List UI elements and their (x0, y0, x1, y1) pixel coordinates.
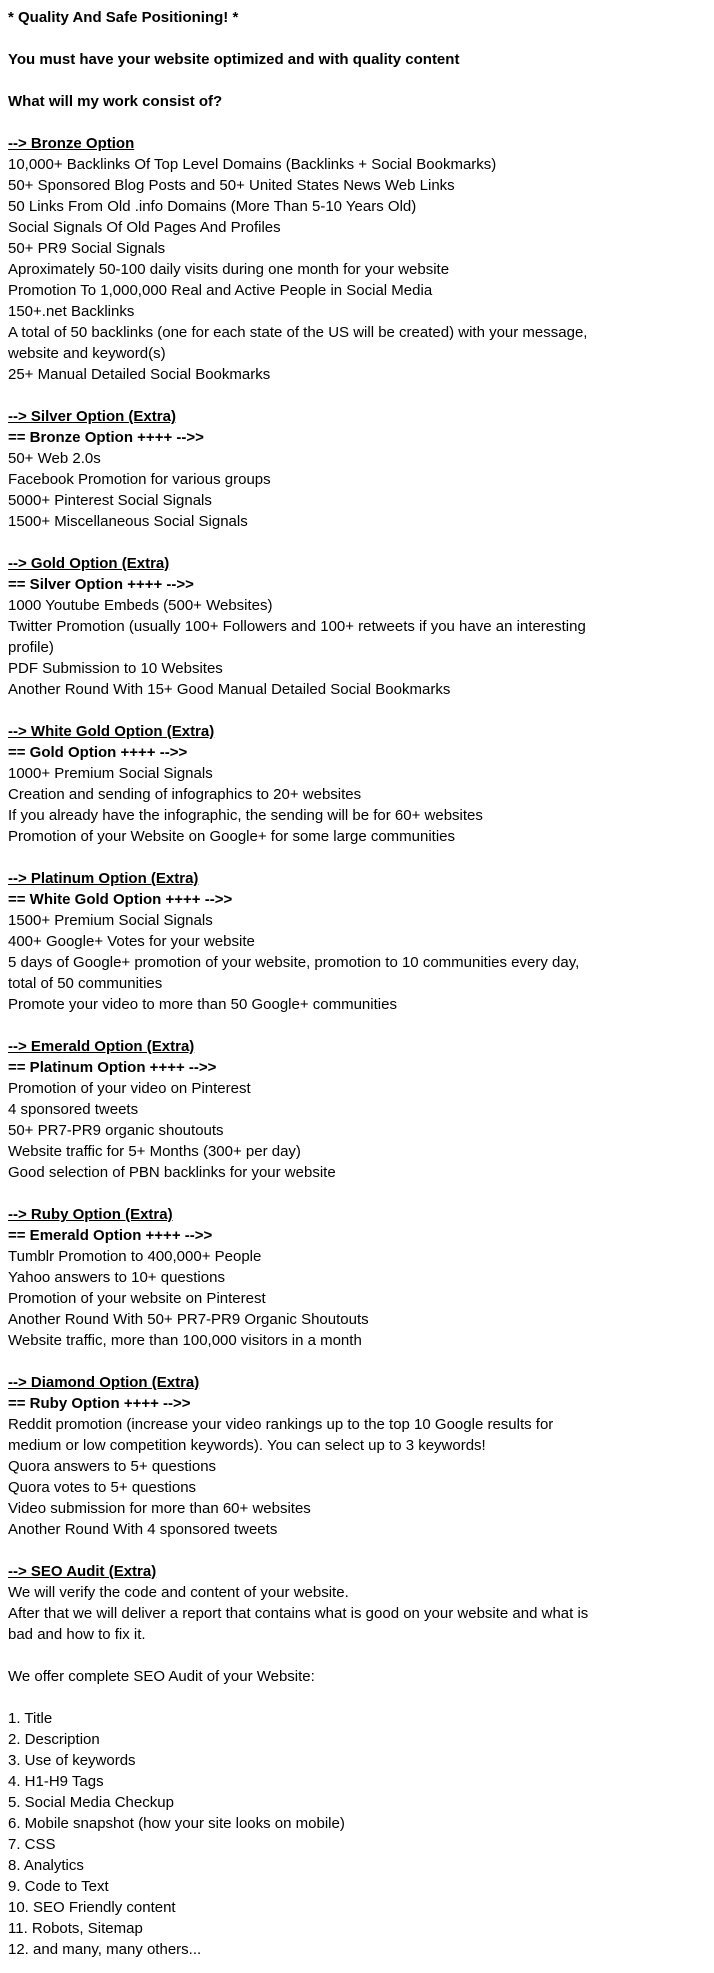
package-base-line: == Ruby Option ++++ -->> (8, 1395, 191, 1412)
intro-line: * Quality And Safe Positioning! * (8, 9, 239, 26)
seo-audit-description-line: bad and how to fix it. (8, 1626, 146, 1643)
intro-section (8, 7, 706, 112)
package-feature-line: 25+ Manual Detailed Social Bookmarks (8, 366, 271, 383)
package-heading: --> Diamond Option (Extra) (8, 1374, 200, 1391)
seo-audit-checklist-item: 8. Analytics (8, 1857, 84, 1874)
intro-line: You must have your website optimized and with quality content (8, 51, 460, 68)
seo-audit-checklist-item: 11. Robots, Sitemap (8, 1920, 143, 1937)
package-base-line: == White Gold Option ++++ -->> (8, 891, 233, 908)
package-feature-line: 1500+ Miscellaneous Social Signals (8, 513, 248, 530)
package-gold-option-extra (8, 553, 706, 700)
package-platinum-option-extra (8, 868, 706, 1015)
seo-audit-description-line: After that we will deliver a report that contains what is good on your website and what is (8, 1605, 589, 1622)
seo-audit-checklist (8, 1708, 706, 1960)
package-base-line: == Emerald Option ++++ -->> (8, 1227, 213, 1244)
package-feature-line: Another Round With 4 sponsored tweets (8, 1521, 278, 1538)
intro-line: What will my work consist of? (8, 93, 223, 110)
package-heading: --> Emerald Option (Extra) (8, 1038, 195, 1055)
package-diamond-option-extra (8, 1372, 706, 1540)
package-feature-line: 50 Links From Old .info Domains (More Than 5-10 Years Old) (8, 198, 417, 215)
package-feature-line: 50+ PR9 Social Signals (8, 240, 166, 257)
package-feature-line: Promotion To 1,000,000 Real and Active People in Social Media (8, 282, 433, 299)
package-heading: --> Silver Option (Extra) (8, 408, 176, 425)
seo-audit-checklist-item: 7. CSS (8, 1836, 56, 1853)
seo-audit-description-line: We will verify the code and content of your website. (8, 1584, 349, 1601)
package-feature-line: Social Signals Of Old Pages And Profiles (8, 219, 281, 236)
package-feature-line: Video submission for more than 60+ websites (8, 1500, 311, 1517)
package-feature-line: 50+ Sponsored Blog Posts and 50+ United States News Web Links (8, 177, 455, 194)
package-heading: --> White Gold Option (Extra) (8, 723, 215, 740)
package-feature-line: 400+ Google+ Votes for your website (8, 933, 255, 950)
package-feature-line: If you already have the infographic, the sending will be for 60+ websites (8, 807, 483, 824)
package-feature-line: 4 sponsored tweets (8, 1101, 139, 1118)
package-base-line: == Gold Option ++++ -->> (8, 744, 188, 761)
package-feature-line: Good selection of PBN backlinks for your website (8, 1164, 336, 1181)
package-feature-line: Quora votes to 5+ questions (8, 1479, 197, 1496)
package-feature-line: Website traffic, more than 100,000 visitors in a month (8, 1332, 362, 1349)
package-feature-line: Promotion of your Website on Google+ for some large communities (8, 828, 456, 845)
package-silver-option-extra (8, 406, 706, 532)
package-feature-line: website and keyword(s) (8, 345, 166, 362)
package-feature-line: 5000+ Pinterest Social Signals (8, 492, 212, 509)
seo-audit-checklist-item: 2. Description (8, 1731, 100, 1748)
seo-audit-checklist-item: 12. and many, many others... (8, 1941, 202, 1958)
package-feature-line: medium or low competition keywords). You can select up to 3 keywords! (8, 1437, 486, 1454)
seo-audit-section (8, 1561, 706, 1960)
package-heading: --> Gold Option (Extra) (8, 555, 170, 572)
package-feature-line: Facebook Promotion for various groups (8, 471, 271, 488)
seo-audit-offer-line: We offer complete SEO Audit of your Website: (8, 1668, 315, 1685)
package-feature-line: 50+ PR7-PR9 organic shoutouts (8, 1122, 224, 1139)
package-feature-line: Aproximately 50-100 daily visits during one month for your website (8, 261, 450, 278)
package-feature-line: profile) (8, 639, 54, 656)
package-base-line: == Bronze Option ++++ -->> (8, 429, 204, 446)
package-feature-line: Creation and sending of infographics to 20+ websites (8, 786, 362, 803)
package-feature-line: Yahoo answers to 10+ questions (8, 1269, 225, 1286)
package-white-gold-option-extra (8, 721, 706, 847)
seo-audit-checklist-item: 5. Social Media Checkup (8, 1794, 174, 1811)
package-feature-line: Reddit promotion (increase your video rankings up to the top 10 Google results for (8, 1416, 554, 1433)
package-bronze-option (8, 133, 706, 385)
seo-audit-checklist-item: 9. Code to Text (8, 1878, 109, 1895)
package-feature-line: Quora answers to 5+ questions (8, 1458, 217, 1475)
package-feature-line: Tumblr Promotion to 400,000+ People (8, 1248, 262, 1265)
package-feature-line: Another Round With 15+ Good Manual Detailed Social Bookmarks (8, 681, 451, 698)
package-base-line: == Silver Option ++++ -->> (8, 576, 194, 593)
package-feature-line: Promotion of your video on Pinterest (8, 1080, 251, 1097)
package-feature-line: 1000+ Premium Social Signals (8, 765, 213, 782)
package-ruby-option-extra (8, 1204, 706, 1351)
seo-audit-checklist-item: 3. Use of keywords (8, 1752, 136, 1769)
seo-audit-checklist-item: 10. SEO Friendly content (8, 1899, 176, 1916)
package-feature-line: Website traffic for 5+ Months (300+ per day) (8, 1143, 301, 1160)
seo-audit-checklist-item: 4. H1-H9 Tags (8, 1773, 104, 1790)
seo-audit-checklist-item: 1. Title (8, 1710, 53, 1727)
package-feature-line: Promotion of your website on Pinterest (8, 1290, 266, 1307)
package-heading: --> Bronze Option (8, 135, 135, 152)
seo-audit-checklist-item: 6. Mobile snapshot (how your site looks on mobile) (8, 1815, 345, 1832)
package-feature-line: 1500+ Premium Social Signals (8, 912, 213, 929)
package-heading: --> Ruby Option (Extra) (8, 1206, 173, 1223)
package-base-line: == Platinum Option ++++ -->> (8, 1059, 217, 1076)
package-emerald-option-extra (8, 1036, 706, 1183)
package-feature-line: 1000 Youtube Embeds (500+ Websites) (8, 597, 273, 614)
package-feature-line: 10,000+ Backlinks Of Top Level Domains (Backlinks + Social Bookmarks) (8, 156, 497, 173)
package-feature-line: total of 50 communities (8, 975, 163, 992)
package-feature-line: PDF Submission to 10 Websites (8, 660, 223, 677)
seo-audit-heading: --> SEO Audit (Extra) (8, 1563, 157, 1580)
package-heading: --> Platinum Option (Extra) (8, 870, 199, 887)
package-feature-line: Another Round With 50+ PR7-PR9 Organic Shoutouts (8, 1311, 369, 1328)
package-feature-line: 5 days of Google+ promotion of your website, promotion to 10 communities every day, (8, 954, 580, 971)
packages-section (8, 133, 706, 1540)
package-feature-line: 150+.net Backlinks (8, 303, 135, 320)
package-feature-line: A total of 50 backlinks (one for each state of the US will be created) with your message, (8, 324, 588, 341)
package-feature-line: 50+ Web 2.0s (8, 450, 101, 467)
package-feature-line: Promote your video to more than 50 Google+ communities (8, 996, 397, 1013)
package-feature-line: Twitter Promotion (usually 100+ Followers and 100+ retweets if you have an interesting (8, 618, 586, 635)
